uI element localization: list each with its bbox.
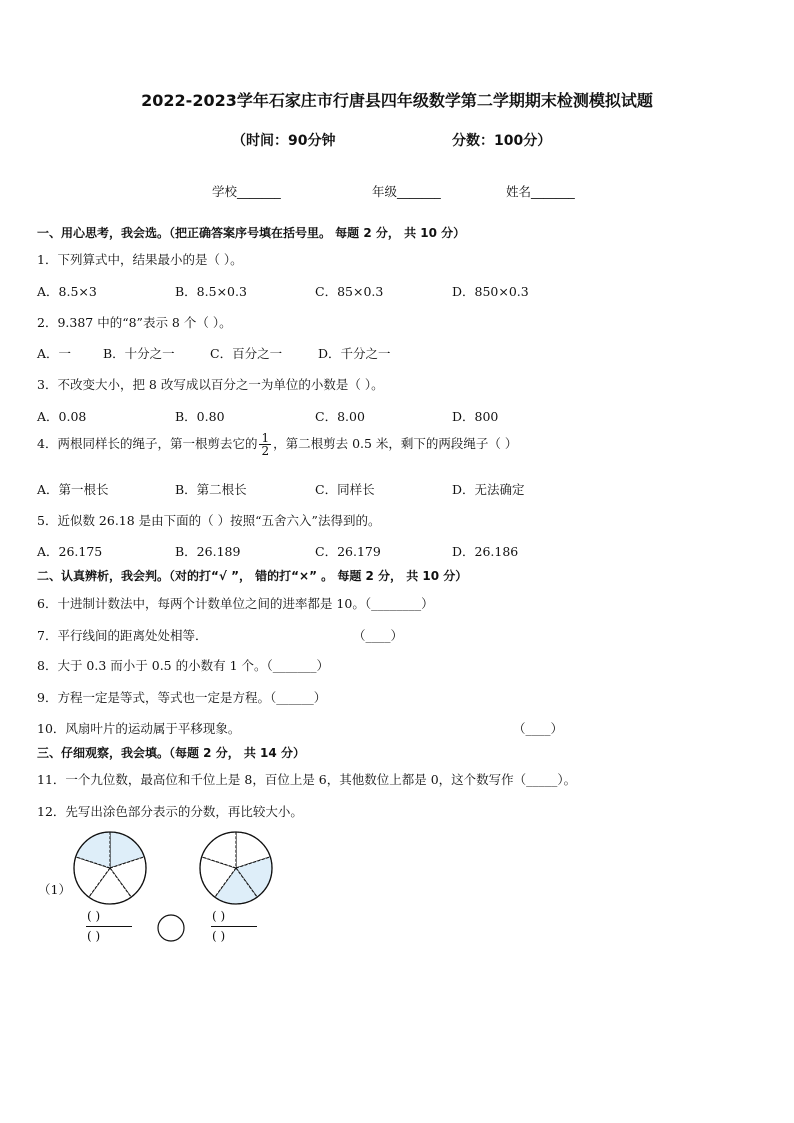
right-fraction-numerator-blank[interactable]: ( ) — [212, 909, 226, 923]
q3-option-b[interactable]: B．0.80 — [175, 409, 225, 424]
q4-option-c[interactable]: C．同样长 — [315, 482, 375, 497]
question-5: 5．近似数 26.18 是由下面的（ ）按照“五舍六入”法得到的。 — [37, 513, 381, 528]
q12-part-label: （1） — [38, 882, 71, 897]
q5-option-b[interactable]: B．26.189 — [175, 544, 241, 559]
grade-field[interactable]: 年级_______ — [372, 184, 441, 199]
question-8[interactable]: 8．大于 0.3 而小于 0.5 的小数有 1 个。（_______） — [37, 658, 330, 673]
exam-score: 分数：100分） — [452, 133, 552, 149]
right-pie-chart — [196, 828, 276, 908]
q10-answer-blank[interactable]: （____） — [513, 721, 564, 736]
right-fraction-bar — [211, 926, 257, 927]
question-12: 12．先写出涂色部分表示的分数，再比较大小。 — [37, 804, 303, 819]
name-field[interactable]: 姓名_______ — [506, 184, 575, 199]
question-2: 2．9.387 中的“8”表示 8 个（ ）。 — [37, 315, 232, 330]
left-fraction-bar — [86, 926, 132, 927]
compare-circle[interactable] — [155, 913, 187, 943]
school-field[interactable]: 学校_______ — [212, 184, 281, 199]
left-fraction-denominator-blank[interactable]: ( ) — [87, 929, 101, 943]
question-7: 7．平行线间的距离处处相等． — [37, 628, 208, 643]
question-1: 1．下列算式中，结果最小的是（ ）。 — [37, 252, 243, 267]
question-3: 3．不改变大小，把 8 改写成以百分之一为单位的小数是（ ）。 — [37, 377, 384, 392]
question-6[interactable]: 6．十进制计数法中，每两个计数单位之间的进率都是 10。（________） — [37, 596, 434, 611]
q7-answer-blank[interactable]: （____） — [353, 628, 404, 643]
q4-option-b[interactable]: B．第二根长 — [175, 482, 247, 497]
exam-time: （时间：90分钟 — [232, 133, 336, 149]
question-9[interactable]: 9．方程一定是等式，等式也一定是方程。（______） — [37, 690, 327, 705]
right-pie-sectors — [200, 832, 272, 904]
q4-option-d[interactable]: D．无法确定 — [452, 482, 525, 497]
question-11[interactable]: 11．一个九位数，最高位和千位上是 8，百位上是 6，其他数位上都是 0，这个数写作（_____）。 — [37, 772, 577, 787]
section-2-heading: 二、认真辨析，我会判。（对的打“√ ”， 错的打“×” 。 每题 2 分， 共 10 分） — [37, 569, 468, 583]
q2-option-a[interactable]: A．一 — [37, 346, 72, 361]
q4-text-b: ，第二根剪去 0.5 米，剩下的两段绳子（ ） — [273, 436, 518, 451]
q5-option-a[interactable]: A．26.175 — [37, 544, 103, 559]
q1-option-c[interactable]: C．85×0.3 — [315, 284, 384, 299]
q5-option-c[interactable]: C．26.179 — [315, 544, 381, 559]
fraction-denominator: 2 — [261, 444, 270, 458]
q4-option-a[interactable]: A．第一根长 — [37, 482, 109, 497]
q2-option-d[interactable]: D．千分之一 — [318, 346, 391, 361]
q3-option-c[interactable]: C．8.00 — [315, 409, 365, 424]
q2-option-c[interactable]: C．百分之一 — [210, 346, 283, 361]
page-title: 2022-2023学年石家庄市行唐县四年级数学第二学期期末检测模拟试题 — [141, 91, 653, 110]
q1-option-b[interactable]: B．8.5×0.3 — [175, 284, 247, 299]
right-fraction-denominator-blank[interactable]: ( ) — [212, 929, 226, 943]
left-pie-chart — [70, 828, 150, 908]
section-1-heading: 一、用心思考，我会选。（把正确答案序号填在括号里。 每题 2 分， 共 10 分） — [37, 226, 466, 240]
q2-option-b[interactable]: B．十分之一 — [103, 346, 175, 361]
left-pie-sectors — [74, 832, 146, 904]
q1-option-d[interactable]: D．850×0.3 — [452, 284, 529, 299]
left-fraction-numerator-blank[interactable]: ( ) — [87, 909, 101, 923]
q3-option-a[interactable]: A．0.08 — [37, 409, 87, 424]
q3-option-d[interactable]: D．800 — [452, 409, 499, 424]
q1-option-a[interactable]: A．8.5×3 — [37, 284, 97, 299]
q5-option-d[interactable]: D．26.186 — [452, 544, 519, 559]
question-10: 10．风扇叶片的运动属于平移现象。 — [37, 721, 241, 736]
section-3-heading: 三、仔细观察，我会填。（每题 2 分， 共 14 分） — [37, 746, 305, 760]
half-fraction — [259, 432, 271, 457]
q4-text-a: 4．两根同样长的绳子，第一根剪去它的 — [37, 436, 258, 451]
question-4 — [37, 432, 517, 457]
fraction-numerator: 1 — [261, 431, 270, 445]
